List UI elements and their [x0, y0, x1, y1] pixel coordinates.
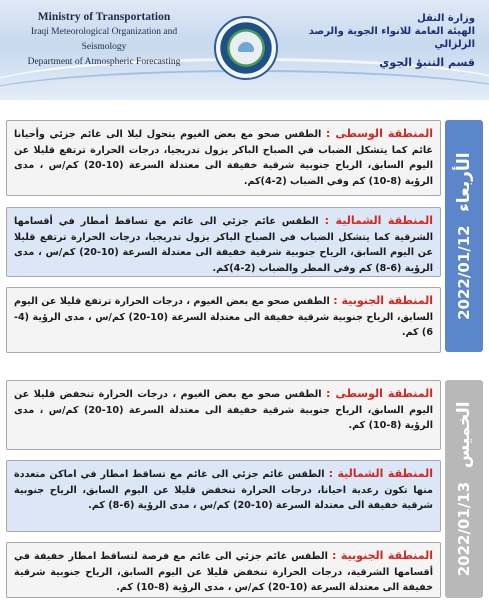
forecast-box-northern-day1 [6, 207, 441, 277]
forecast-text: الطقس غائم جزئي الى غائم مع فرصة لتساقط امطار خفيفة في أقسامها الشرقية، درجات الحرارة تنخفض قليلا عن اليوم السابق، الرياح جنوبية شرقية خفيفة الى معتدلة السرعة (10-20) كم/س ، مدى الرؤية (8-10) كم. [14, 551, 433, 593]
forecast-box-northern-day2 [6, 460, 441, 532]
day-date: 2022/01/13 [455, 482, 473, 577]
ministry-name-ar: وزارة النقل [417, 13, 475, 24]
organization-name-en: Iraqi Meteorological Organization and Seismology [30, 27, 178, 52]
meteorological-logo-icon [214, 16, 278, 80]
forecast-box-southern-day2 [6, 542, 441, 598]
letterhead-english [14, 10, 194, 70]
letterhead-arabic [305, 12, 475, 71]
forecast-text: الطقس صحو مع بعض الغيوم يتحول ليلا الى غائم جزئي وأحيانا غائم كما يتشكل الضباب في الصباح الباكر يزول تدريجيا، درجات الحرارة ترتفع قليلا عن اليوم السابق، الرياح جنوبية شرقية خفيفة الى معتدلة السرعة (10-20) كم/س ، مدى الرؤية (8-10) كم وفي الضباب (2-4)كم. [14, 129, 433, 187]
department-name-en: Department of Atmospheric Forecasting [27, 57, 181, 67]
region-name: المنطقة الجنوبية : [333, 294, 434, 307]
day-label-wednesday [445, 120, 483, 352]
letterhead [0, 0, 489, 100]
forecast-box-central-day1 [6, 120, 441, 196]
ministry-name-en: Ministry of Transportation [37, 11, 171, 23]
day-name: الخميس [454, 401, 474, 469]
department-name-ar: قسم التنبؤ الجوي [379, 56, 475, 69]
region-name: المنطقة الشمالية : [328, 467, 433, 480]
day-label-thursday [445, 380, 483, 598]
region-name: المنطقة الوسطى : [325, 127, 433, 140]
day-date: 2022/01/12 [455, 225, 473, 320]
forecast-box-southern-day1 [6, 287, 441, 353]
region-name: المنطقة الجنوبية : [331, 549, 433, 562]
forecast-text: الطقس صحو مع بعض الغيوم ، درجات الحرارة ترتفع قليلا عن اليوم السابق، الرياح جنوبية شرقية خفيفة الى معتدلة السرعة (10-20) كم/س ، مدى الرؤية (4-6) كم. [14, 296, 433, 338]
organization-name-ar: الهيئة العامة للانواء الجوية والرصد الزلزالي [308, 26, 475, 50]
forecast-text: الطقس صحو مع بعض الغيوم ، درجات الحرارة تنخفض قليلا عن اليوم السابق، الرياح جنوبية شرقية خفيفة الى معتدلة السرعة (10-20) كم/س ، مدى الرؤية (8-10) كم. [14, 389, 433, 431]
forecast-box-central-day2 [6, 380, 441, 450]
forecast-text: الطقس غائم جزئي الى غائم مع تساقط امطار في اماكن متعددة منها تكون رعدية احيانا، درجات الحرارة تنخفض قليلا عن اليوم السابق، الرياح جنوبية شرقية خفيفة الى معتدلة السرعة (10-20) كم/س ، مدى الرؤية (6-8) كم. [14, 469, 433, 511]
region-name: المنطقة الشمالية : [324, 214, 433, 227]
day-name: الأربعاء [454, 152, 474, 212]
region-name: المنطقة الوسطى : [326, 387, 433, 400]
forecast-text: الطقس غائم جزئي الى غائم مع تساقط أمطار في أقسامها الشرقية كما يتشكل الضباب في الصباح الباكر يزول تدريجيا، درجات الحرارة ترتفع قليلا عن اليوم السابق، الرياح جنوبية شرقية خفيفة الى معتدلة السرعة (10-20) كم/س ، مدى الرؤية (6-8) كم وفي المطر والضباب (2-4)كم. [14, 216, 433, 274]
